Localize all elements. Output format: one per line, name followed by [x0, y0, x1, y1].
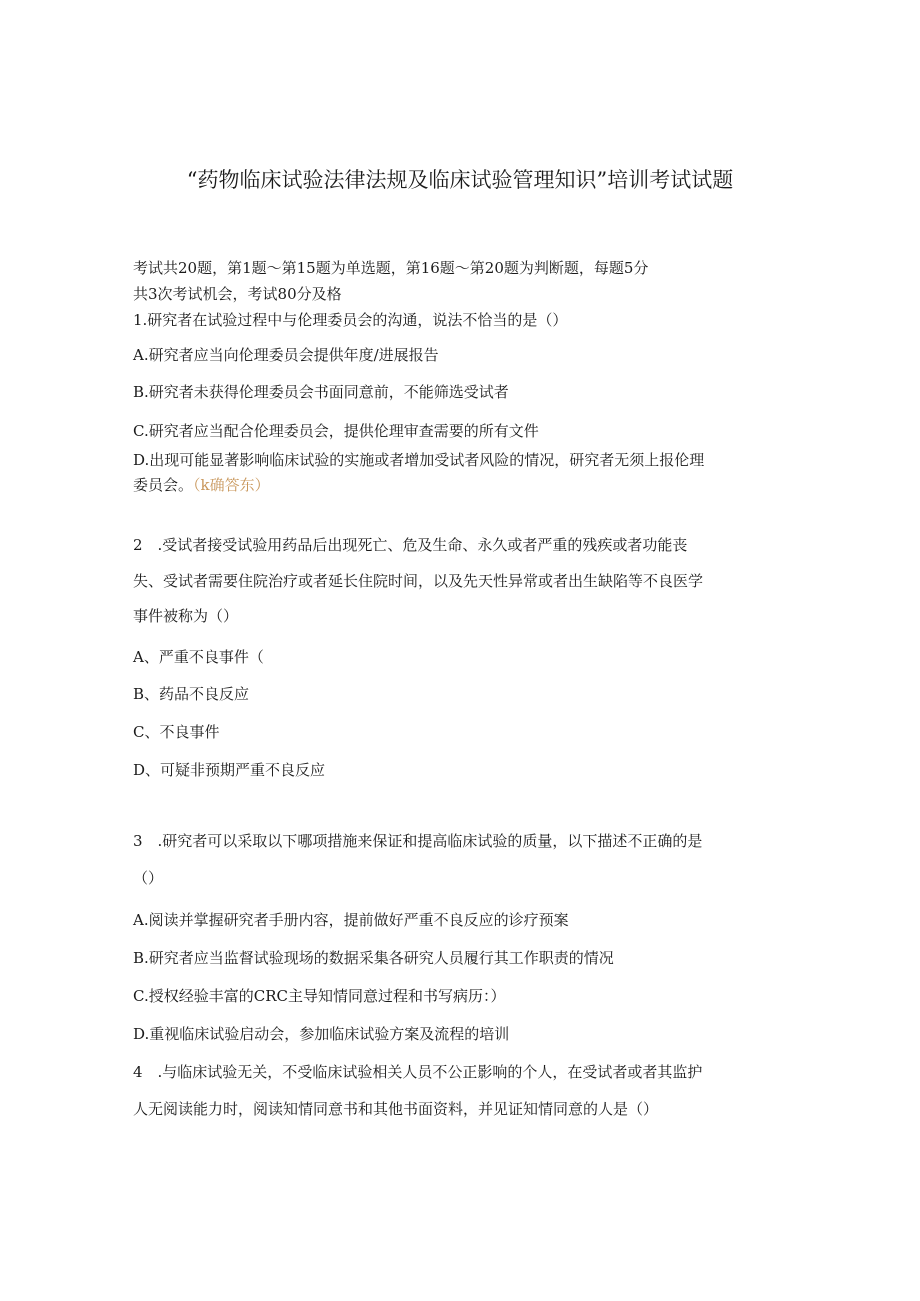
question-2-option-b: B、药品不良反应	[133, 685, 250, 703]
question-4-stem-line2: 人无阅读能力时，阅读知情同意书和其他书面资料，并见证知情同意的人是（）	[133, 1100, 659, 1118]
question-3-option-a: A.阅读并掌握研究者手册内容，提前做好严重不良反应的诊疗预案	[133, 911, 569, 929]
question-2-option-a: A、严重不良事件（	[133, 648, 264, 666]
question-3-stem-line1: 3 .研究者可以采取以下哪项措施来保证和提高临床试验的质量，以下描述不正确的是	[133, 832, 703, 850]
exam-instructions-line1: 考试共20题，第1题～第15题为单选题，第16题～第20题为判断题，每题5分	[133, 259, 649, 277]
exam-instructions-line2: 共3次考试机会，考试80分及格	[133, 285, 342, 303]
question-1-option-a: A.研究者应当向伦理委员会提供年度/进展报告	[133, 346, 439, 364]
option-d-tail: 委员会。	[133, 476, 194, 494]
question-1-option-b: B.研究者未获得伦理委员会书面同意前，不能筛选受试者	[133, 383, 509, 401]
question-1-stem: 1.研究者在试验过程中与伦理委员会的沟通，说法不恰当的是（）	[133, 311, 568, 329]
question-1-option-c: C.研究者应当配合伦理委员会，提供伦理审查需要的所有文件	[133, 422, 539, 440]
question-2-option-d: D、可疑非预期严重不良反应	[133, 761, 326, 779]
page-title: “药物临床试验法律法规及临床试验管理知识”培训考试试题	[186, 168, 734, 192]
question-3-stem-line2: （）	[133, 869, 164, 887]
question-1-option-d: D.出现可能显著影响临床试验的实施或者增加受试者风险的情况，研究者无须上报伦理	[133, 451, 705, 469]
question-3-option-c: C.授权经验丰富的CRC主导知情同意过程和书写病历：）	[133, 987, 506, 1005]
question-2-option-c: C、不良事件	[133, 723, 220, 741]
question-3-option-d: D.重视临床试验启动会，参加临床试验方案及流程的培训	[133, 1025, 510, 1043]
answer-mark: （k确答东）	[193, 476, 270, 494]
question-2-stem-line3: 事件被称为（）	[133, 607, 239, 625]
question-2-stem-line1: 2 .受试者接受试验用药品后出现死亡、危及生命、永久或者严重的残疾或者功能丧	[133, 536, 688, 554]
question-1-option-d-continued	[133, 475, 270, 495]
question-4-stem-line1: 4 .与临床试验无关，不受临床试验相关人员不公正影响的个人，在受试者或者其监护	[133, 1063, 703, 1081]
question-3-option-b: B.研究者应当监督试验现场的数据采集各研究人员履行其工作职责的情况	[133, 949, 614, 967]
question-2-stem-line2: 失、受试者需要住院治疗或者延长住院时间，以及先天性异常或者出生缺陷等不良医学	[133, 572, 704, 590]
